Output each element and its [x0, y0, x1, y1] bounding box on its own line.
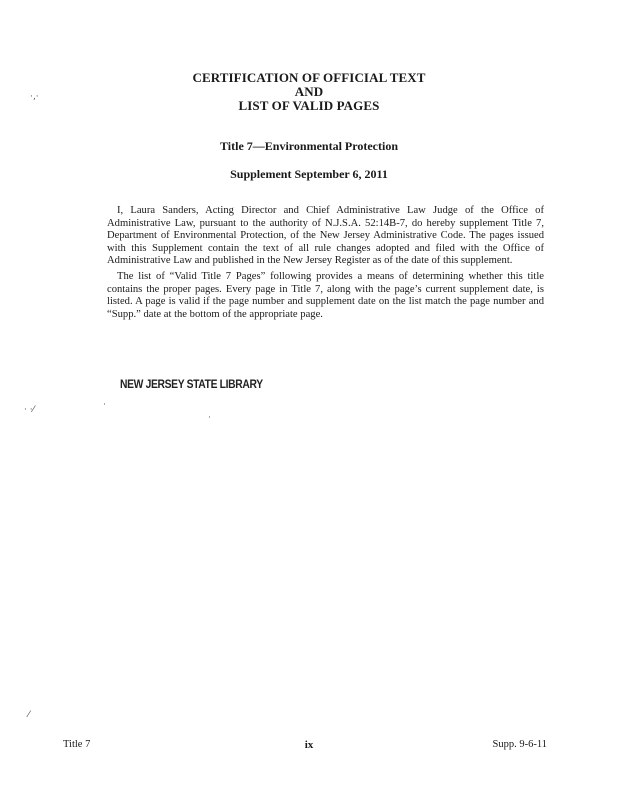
scan-dot: · [208, 413, 211, 423]
footer-page-number: ix [304, 739, 314, 751]
heading-and: AND [294, 84, 324, 99]
scan-mark: ⁄ [28, 710, 30, 720]
scan-mark: · ·⁄ [24, 405, 35, 415]
title-name: Title 7—Environmental Protection [220, 139, 398, 153]
footer-title: Title 7 [63, 739, 91, 750]
certification-paragraph: I, Laura Sanders, Acting Director and Chief Administrative Law Judge of the Office of Administrative Law, pursuant to the authority of N.J.S.A. 52:14B-7, do hereby supplement Title 7, Department of Environmental Protection, of the New Jersey Administrative Code. The pages issued with this Supplement contain the text of all rule changes adopted and filed with the Office of Administrative Law and published in the New Jersey Register as of the date of this supplement. [107, 205, 544, 267]
heading-valid-pages: LIST OF VALID PAGES [238, 98, 380, 113]
scan-dot: · [103, 400, 106, 410]
library-stamp: NEW JERSEY STATE LIBRARY [120, 377, 263, 391]
heading-certification: CERTIFICATION OF OFFICIAL TEXT [192, 70, 426, 85]
supplement-date: Supplement September 6, 2011 [230, 167, 388, 181]
valid-pages-paragraph: The list of “Valid Title 7 Pages” following provides a means of determining whether this title contains the proper pages. Every page in Title 7, along with the page’s current supplement date, is listed. A page is valid if the page number and supplement date on the list match the page number and “Supp.” date at the bottom of the appropriate page. [107, 271, 544, 320]
scan-mark: ·‚· [30, 92, 39, 102]
footer-supplement: Supp. 9-6-11 [492, 739, 547, 750]
